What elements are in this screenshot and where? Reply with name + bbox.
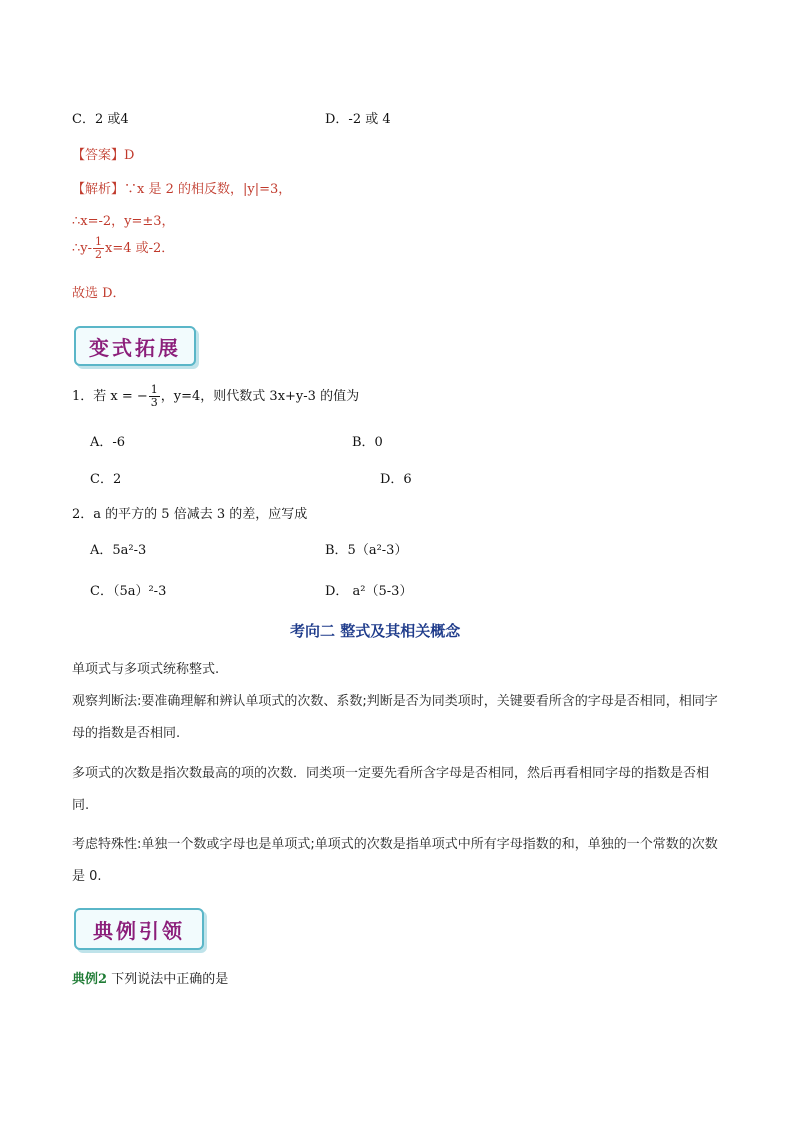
- fraction-numerator: 1: [95, 235, 103, 248]
- analysis-line-3: [72, 236, 174, 261]
- q1-fraction-denominator: 3: [150, 396, 158, 409]
- analysis-line-1: 【解析】∵x 是 2 的相反数，|y|=3，: [72, 182, 292, 197]
- q2-option-a: A．5a²-3: [90, 543, 147, 558]
- paragraph-2: 观察判断法:要准确理解和辨认单项式的次数、系数;判断是否为同类项时，关键要看所含的字母是否相同，相同字母的指数是否相同.: [72, 694, 718, 741]
- q1-suffix: ，y=4，则代数式 3x+y-3 的值为: [160, 389, 360, 404]
- answer-label: 【答案】D: [72, 148, 135, 163]
- q1-option-d: D．6: [380, 472, 412, 487]
- example-text: 下列说法中正确的是: [111, 972, 229, 987]
- q1-fraction: [149, 384, 160, 409]
- analysis-line-3-a: ∴y-: [72, 241, 93, 256]
- analysis-line-2: ∴x=-2，y=±3，: [72, 214, 175, 229]
- badge-variant-extension: 变式拓展: [74, 326, 196, 366]
- example-label: 典例2: [72, 972, 108, 987]
- badge-typical-example: 典例引领: [74, 908, 204, 950]
- q2-option-d: D． a²（5-3）: [325, 584, 413, 599]
- watermark-logo: [193, 229, 337, 311]
- example-2: [72, 968, 228, 987]
- option-d-top: D．-2 或 4: [325, 112, 391, 127]
- paragraph-1: 单项式与多项式统称整式.: [72, 662, 220, 677]
- option-c-top: C．2 或4: [72, 112, 129, 127]
- question-1: [72, 384, 359, 409]
- analysis-line-3-b: x=4 或-2．: [105, 241, 175, 256]
- q1-fraction-numerator: 1: [150, 383, 158, 396]
- q1-option-a: A．-6: [90, 435, 126, 450]
- paragraph-3: 多项式的次数是指次数最高的项的次数．同类项一定要先看所含字母是否相同，然后再看相同字母的指数是否相同.: [72, 766, 710, 813]
- section-title: 考向二 整式及其相关概念: [290, 622, 461, 640]
- question-2: 2．a 的平方的 5 倍减去 3 的差，应写成: [72, 507, 308, 522]
- fraction-denominator: 2: [95, 248, 103, 261]
- q1-prefix: 1．若 x = −: [72, 389, 148, 404]
- q1-option-b: B．0: [352, 435, 383, 450]
- paragraph-4: 考虑特殊性:单独一个数或字母也是单项式;单项式的次数是指单项式中所有字母指数的和，单独的一个常数的次数是 0.: [72, 837, 718, 884]
- q2-option-b: B．5（a²-3）: [325, 543, 408, 558]
- analysis-line-4: 故选 D．: [72, 286, 126, 301]
- q1-option-c: C．2: [90, 472, 122, 487]
- q2-option-c: C．（5a）²-3: [90, 584, 167, 599]
- analysis-fraction: [93, 236, 104, 261]
